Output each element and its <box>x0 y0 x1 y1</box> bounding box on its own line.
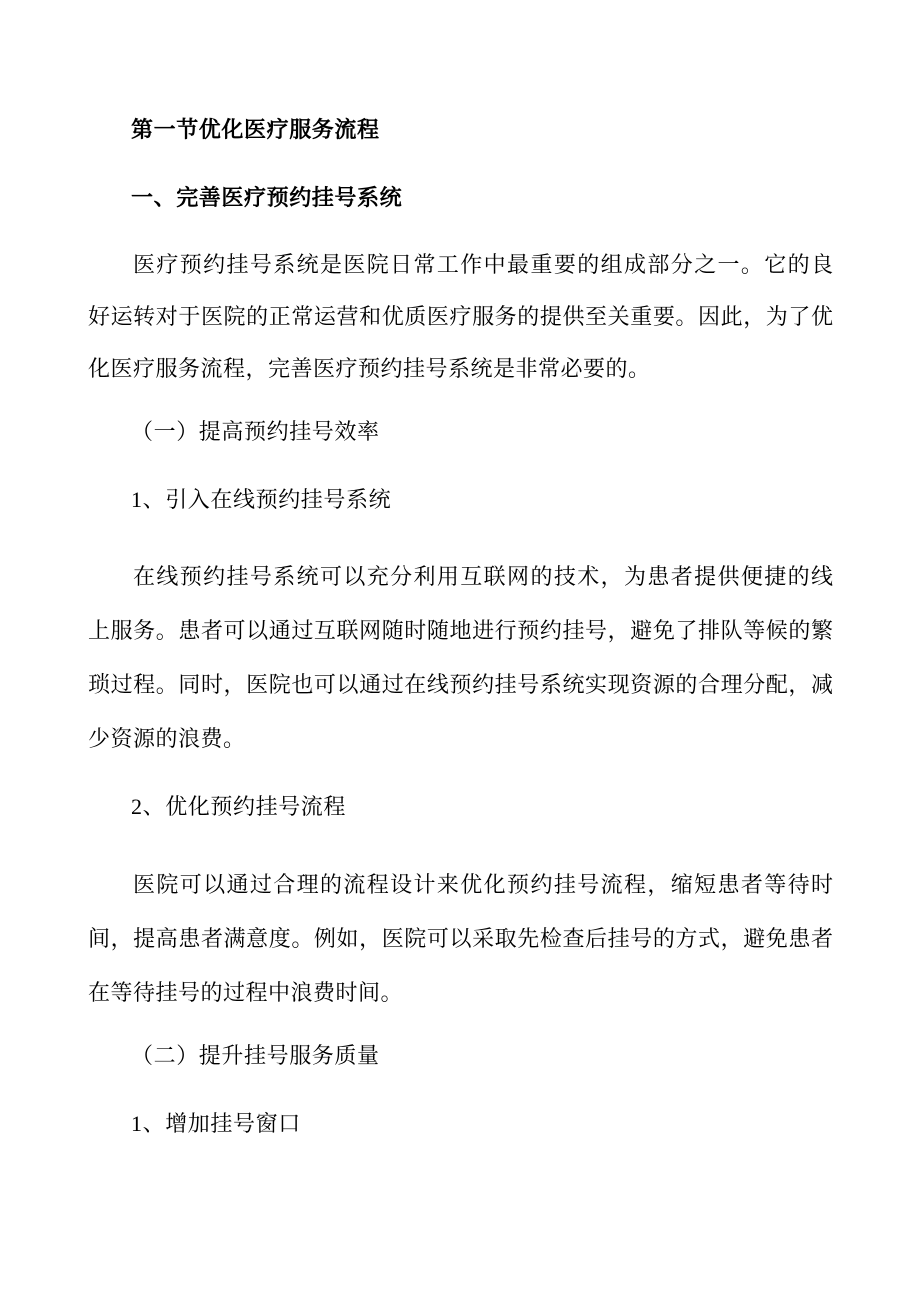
paragraph-online-appointment <box>88 550 833 766</box>
paragraph-line: 少资源的浪费。 <box>88 726 246 751</box>
paragraph-line: 好运转对于医院的正常运营和优质医疗服务的提供至关重要。因此，为了优 <box>88 304 833 329</box>
paragraph-line: 在线预约挂号系统可以充分利用互联网的技术，为患者提供便捷的线 <box>133 564 833 589</box>
paragraph-appointment-system-intro <box>88 239 833 395</box>
paragraph-process-optimization <box>88 858 833 1020</box>
paragraph-line: 间，提高患者满意度。例如，医院可以采取先检查后挂号的方式，避免患者 <box>88 926 833 951</box>
paragraph-line: 在等待挂号的过程中浪费时间。 <box>88 980 404 1005</box>
subheading-improve-efficiency: （一）提高预约挂号效率 <box>131 419 380 444</box>
paragraph-line: 医院可以通过合理的流程设计来优化预约挂号流程，缩短患者等待时 <box>133 872 833 897</box>
item-optimize-appointment-process: 2、优化预约挂号流程 <box>131 794 347 819</box>
paragraph-line: 琐过程。同时，医院也可以通过在线预约挂号系统实现资源的合理分配，减 <box>88 672 833 697</box>
subheading-improve-service-quality: （二）提升挂号服务质量 <box>131 1043 380 1068</box>
heading-improve-appointment-system: 一、完善医疗预约挂号系统 <box>131 185 403 210</box>
paragraph-line: 医疗预约挂号系统是医院日常工作中最重要的组成部分之一。它的良 <box>133 252 833 277</box>
item-add-registration-windows: 1、增加挂号窗口 <box>131 1111 301 1136</box>
paragraph-line: 上服务。患者可以通过互联网随时随地进行预约挂号，避免了排队等候的繁 <box>88 618 833 643</box>
paragraph-line: 化医疗服务流程，完善医疗预约挂号系统是非常必要的。 <box>88 356 651 381</box>
section-title: 第一节优化医疗服务流程 <box>131 117 380 142</box>
item-online-appointment-system: 1、引入在线预约挂号系统 <box>131 487 392 512</box>
